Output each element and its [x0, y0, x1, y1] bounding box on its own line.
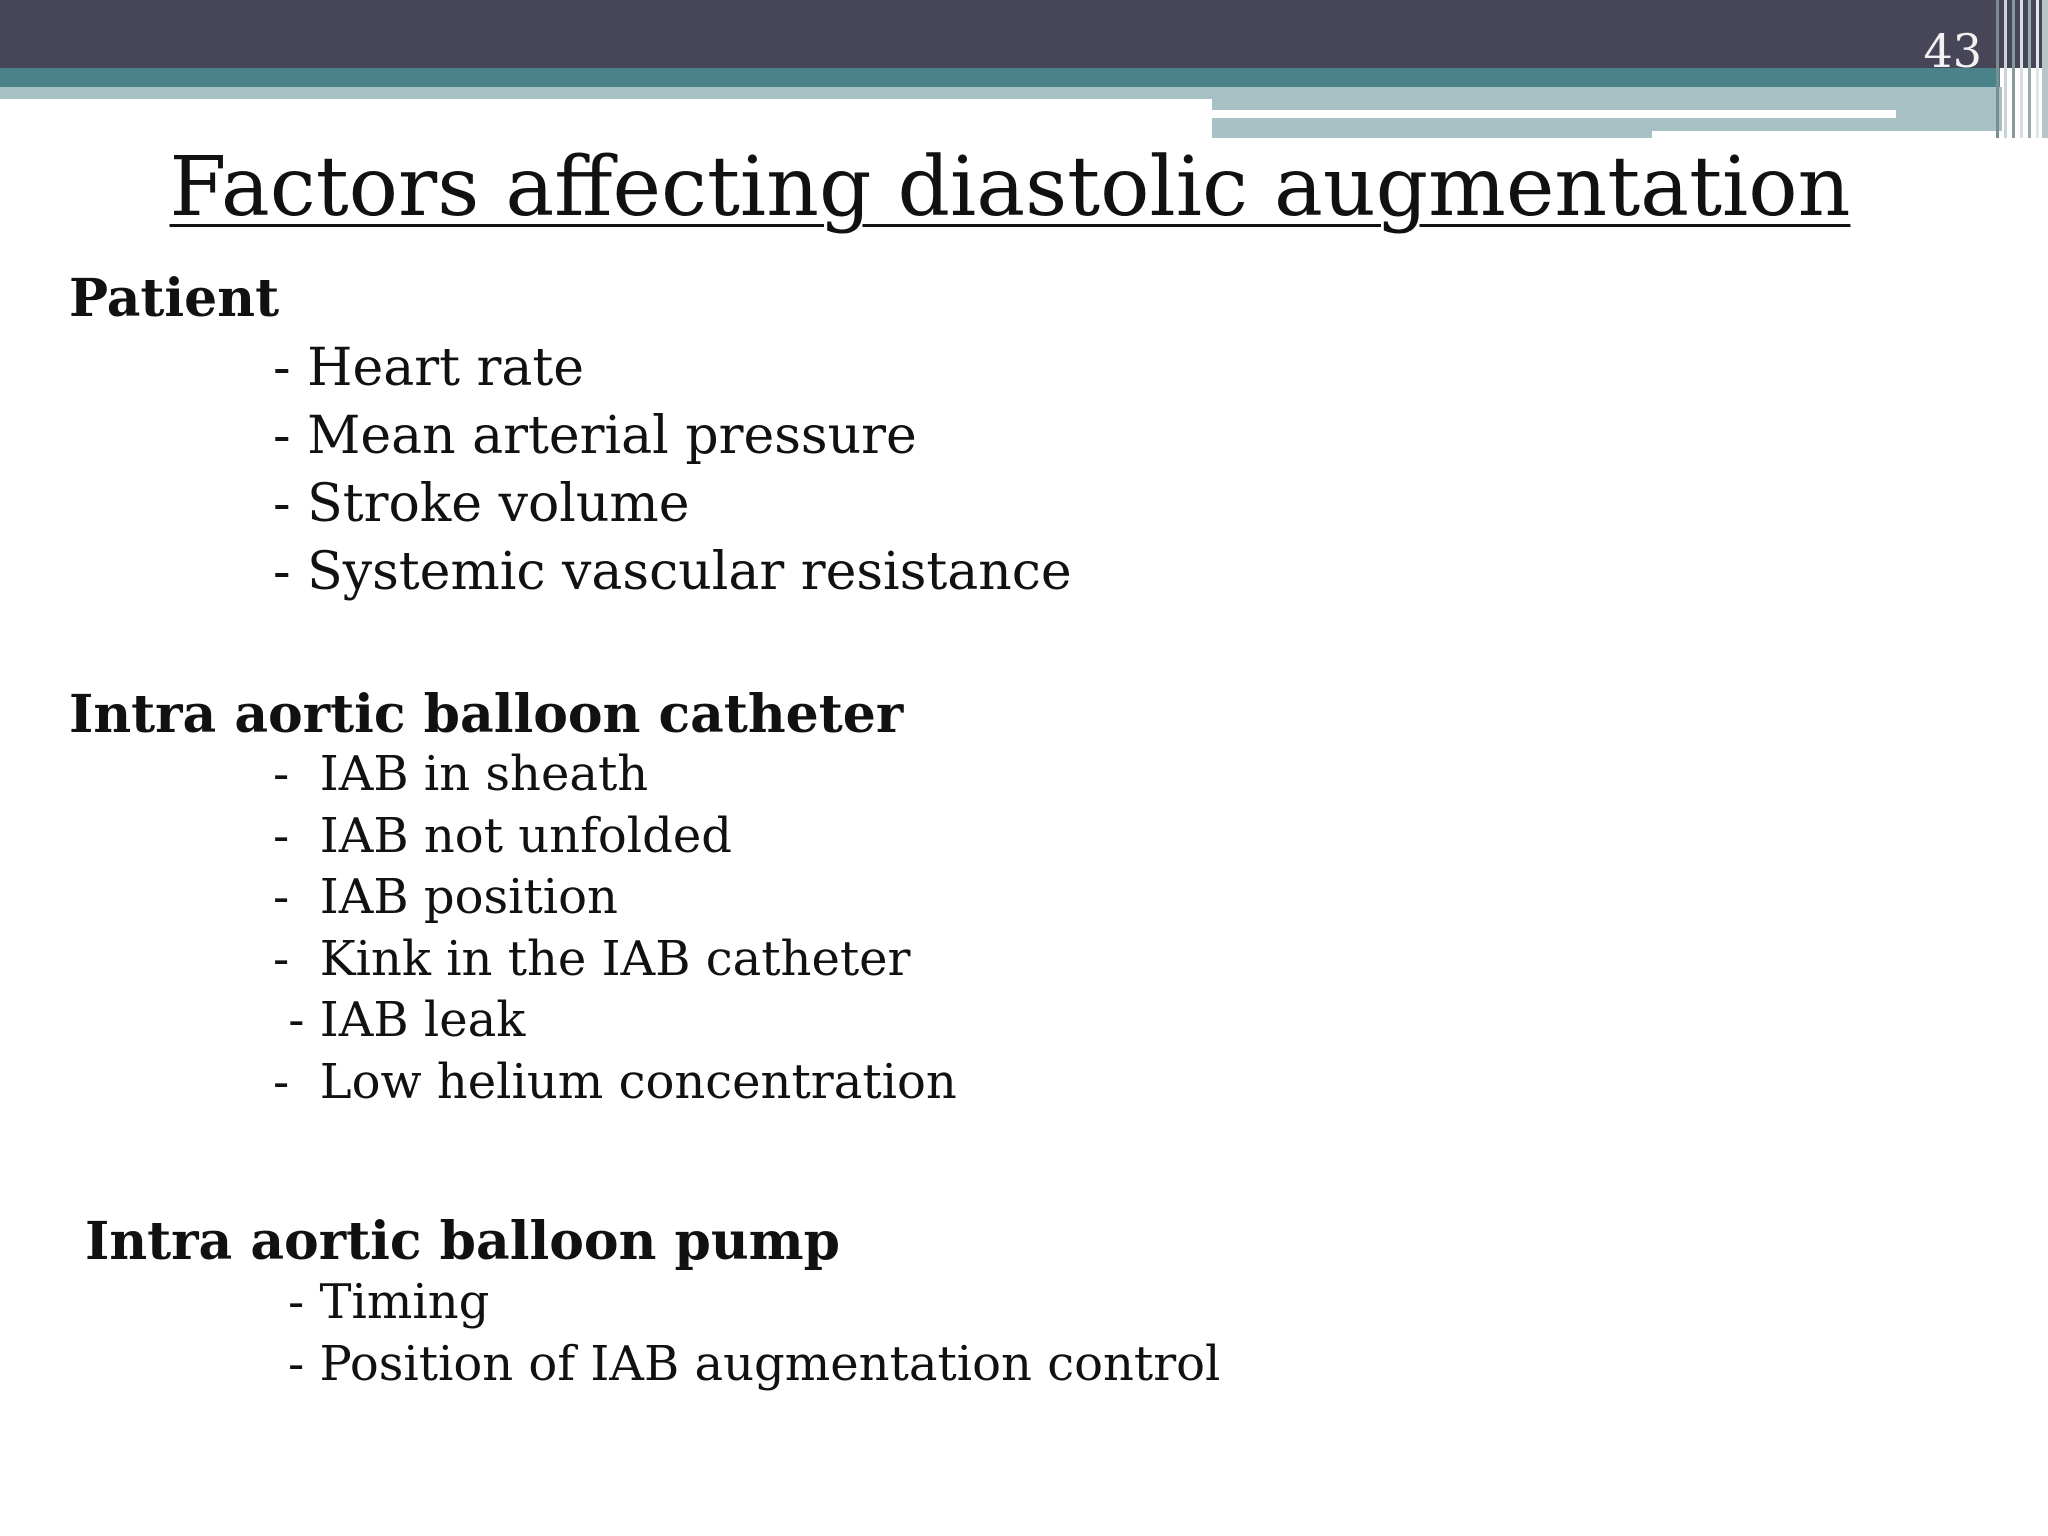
slide-title: Factors affecting diastolic augmentation [169, 140, 1851, 235]
list-item: - Kink in the IAB catheter [273, 931, 911, 987]
header-bar-dark [0, 0, 2048, 68]
header-edge-stripe [2042, 0, 2048, 138]
section-heading-catheter: Intra aortic balloon catheter [69, 684, 904, 745]
list-item: - Systemic vascular resistance [273, 542, 1072, 602]
slide-number: 43 [1923, 24, 1982, 78]
list-item: - Low helium concentration [273, 1054, 957, 1110]
list-item: - Mean arterial pressure [273, 406, 917, 466]
list-item: - IAB leak [273, 992, 526, 1048]
list-item: - Stroke volume [273, 474, 690, 534]
list-item: - IAB not unfolded [273, 808, 732, 864]
header-bar-teal [0, 68, 2000, 87]
header-edge-stripe [2004, 0, 2007, 138]
list-item: - Timing [288, 1274, 490, 1330]
list-item: - Position of IAB augmentation control [288, 1336, 1221, 1392]
header-edge-stripe [1996, 0, 1999, 138]
list-item: - Heart rate [273, 338, 585, 398]
list-item: - IAB in sheath [273, 746, 649, 802]
section-heading-patient: Patient [69, 268, 280, 329]
header-edge-stripe [2012, 0, 2015, 138]
header-stripe-white [1212, 110, 1896, 118]
header-bar-light-left [0, 87, 1212, 99]
section-heading-pump: Intra aortic balloon pump [85, 1211, 841, 1272]
header-stripe-white-short [1652, 131, 2002, 138]
header-edge-stripe [2028, 0, 2031, 138]
list-item: - IAB position [273, 869, 618, 925]
header-edge-stripe [2020, 0, 2023, 138]
header-edge-stripe [2036, 0, 2039, 138]
